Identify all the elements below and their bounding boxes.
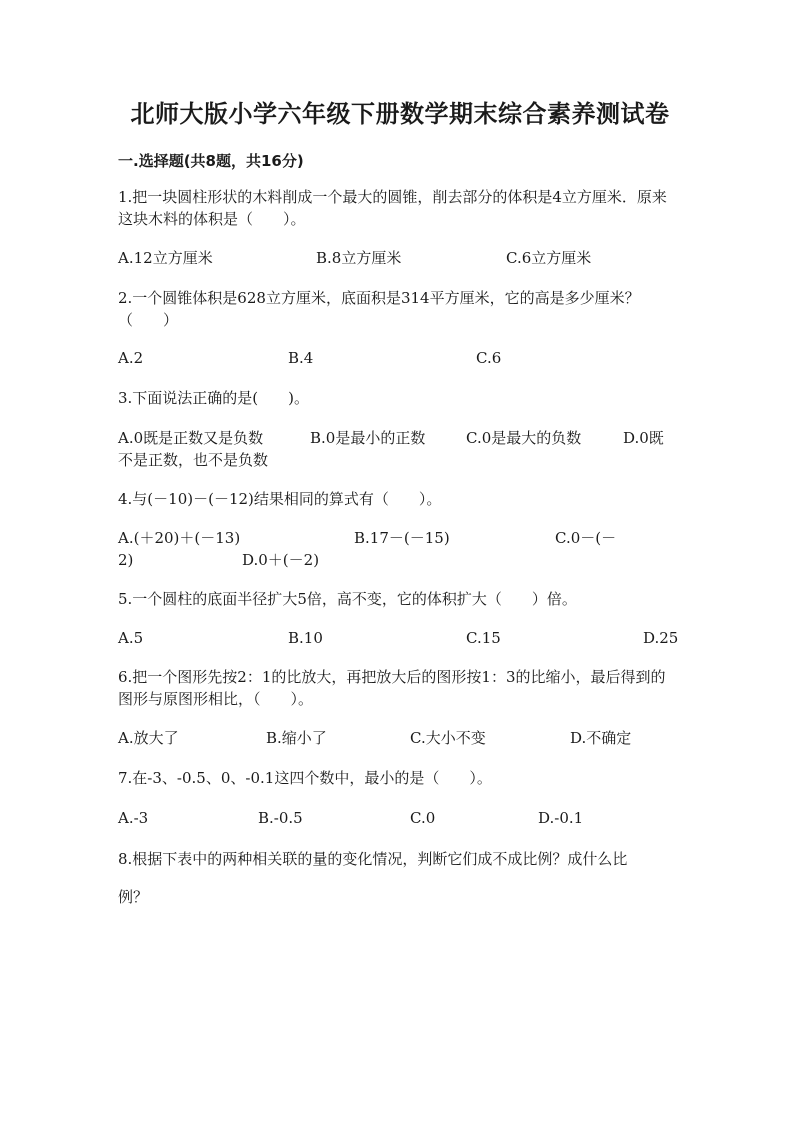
q6-option-b[interactable]: B.缩小了 xyxy=(266,729,327,747)
question-3-stem: 3.下面说法正确的是( )。 xyxy=(118,389,310,407)
question-7-stem: 7.在-3、-0.5、0、-0.1这四个数中，最小的是（ ）。 xyxy=(118,769,492,787)
q3-option-a[interactable]: A.0既是正数又是负数 xyxy=(118,429,264,447)
q3-option-d-continued: 不是正数，也不是负数 xyxy=(118,451,269,469)
question-4-stem: 4.与(－10)－(－12)结果相同的算式有（ ）。 xyxy=(118,490,442,508)
question-6-options xyxy=(118,727,688,749)
q1-option-c[interactable]: C.6立方厘米 xyxy=(506,249,592,267)
question-1-options xyxy=(118,247,688,269)
q6-option-a[interactable]: A.放大了 xyxy=(118,729,179,747)
q1-option-a[interactable]: A.12立方厘米 xyxy=(118,249,213,267)
q3-option-d[interactable]: D.0既 xyxy=(623,429,664,447)
q2-option-a[interactable]: A.2 xyxy=(118,349,144,367)
q2-option-c[interactable]: C.6 xyxy=(476,349,502,367)
q4-option-d[interactable]: D.0＋(－2) xyxy=(242,551,320,569)
q3-option-c[interactable]: C.0是最大的负数 xyxy=(466,429,582,447)
q4-option-a[interactable]: A.(＋20)＋(－13) xyxy=(118,529,241,547)
question-5-stem: 5.一个圆柱的底面半径扩大5倍，高不变，它的体积扩大（ ）倍。 xyxy=(118,590,577,608)
q6-option-c[interactable]: C.大小不变 xyxy=(410,729,486,747)
question-3-options xyxy=(118,427,688,449)
question-8-stem: 8.根据下表中的两种相关联的量的变化情况，判断它们成不成比例？成什么比 xyxy=(118,850,628,868)
q7-option-b[interactable]: B.-0.5 xyxy=(258,809,303,827)
q3-option-b[interactable]: B.0是最小的正数 xyxy=(310,429,426,447)
q7-option-d[interactable]: D.-0.1 xyxy=(538,809,584,827)
question-2-stem: 2.一个圆锥体积是628立方厘米，底面积是314平方厘米，它的高是多少厘米？（ ） xyxy=(118,289,640,329)
question-8-stem-continued: 例？ xyxy=(118,888,149,906)
section-heading: 一.选择题(共8题，共16分) xyxy=(118,152,304,170)
q4-option-b[interactable]: B.17－(－15) xyxy=(354,529,450,547)
q1-option-b[interactable]: B.8立方厘米 xyxy=(316,249,402,267)
q7-option-a[interactable]: A.-3 xyxy=(118,809,149,827)
q5-option-d[interactable]: D.25 xyxy=(643,629,679,647)
q2-option-b[interactable]: B.4 xyxy=(288,349,314,367)
q4-option-c-continued: 2) xyxy=(118,551,134,569)
question-7-options xyxy=(118,807,688,829)
question-2-options xyxy=(118,347,688,369)
q4-option-c[interactable]: C.0－(－ xyxy=(555,529,617,547)
question-6-stem: 6.把一个图形先按2：1的比放大，再把放大后的图形按1：3的比缩小，最后得到的图形与原图形相比，（ ）。 xyxy=(118,668,666,708)
question-1-stem: 1.把一块圆柱形状的木料削成一个最大的圆锥，削去部分的体积是4立方厘米．原来这块木料的体积是（ ）。 xyxy=(118,188,667,228)
question-4-options-line-2 xyxy=(118,549,688,571)
question-4-options xyxy=(118,527,688,549)
q5-option-b[interactable]: B.10 xyxy=(288,629,323,647)
q6-option-d[interactable]: D.不确定 xyxy=(570,729,632,747)
q7-option-c[interactable]: C.0 xyxy=(410,809,436,827)
q5-option-a[interactable]: A.5 xyxy=(118,629,144,647)
question-5-options xyxy=(118,627,688,649)
page-title: 北师大版小学六年级下册数学期末综合素养测试卷 xyxy=(130,100,670,128)
q5-option-c[interactable]: C.15 xyxy=(466,629,501,647)
